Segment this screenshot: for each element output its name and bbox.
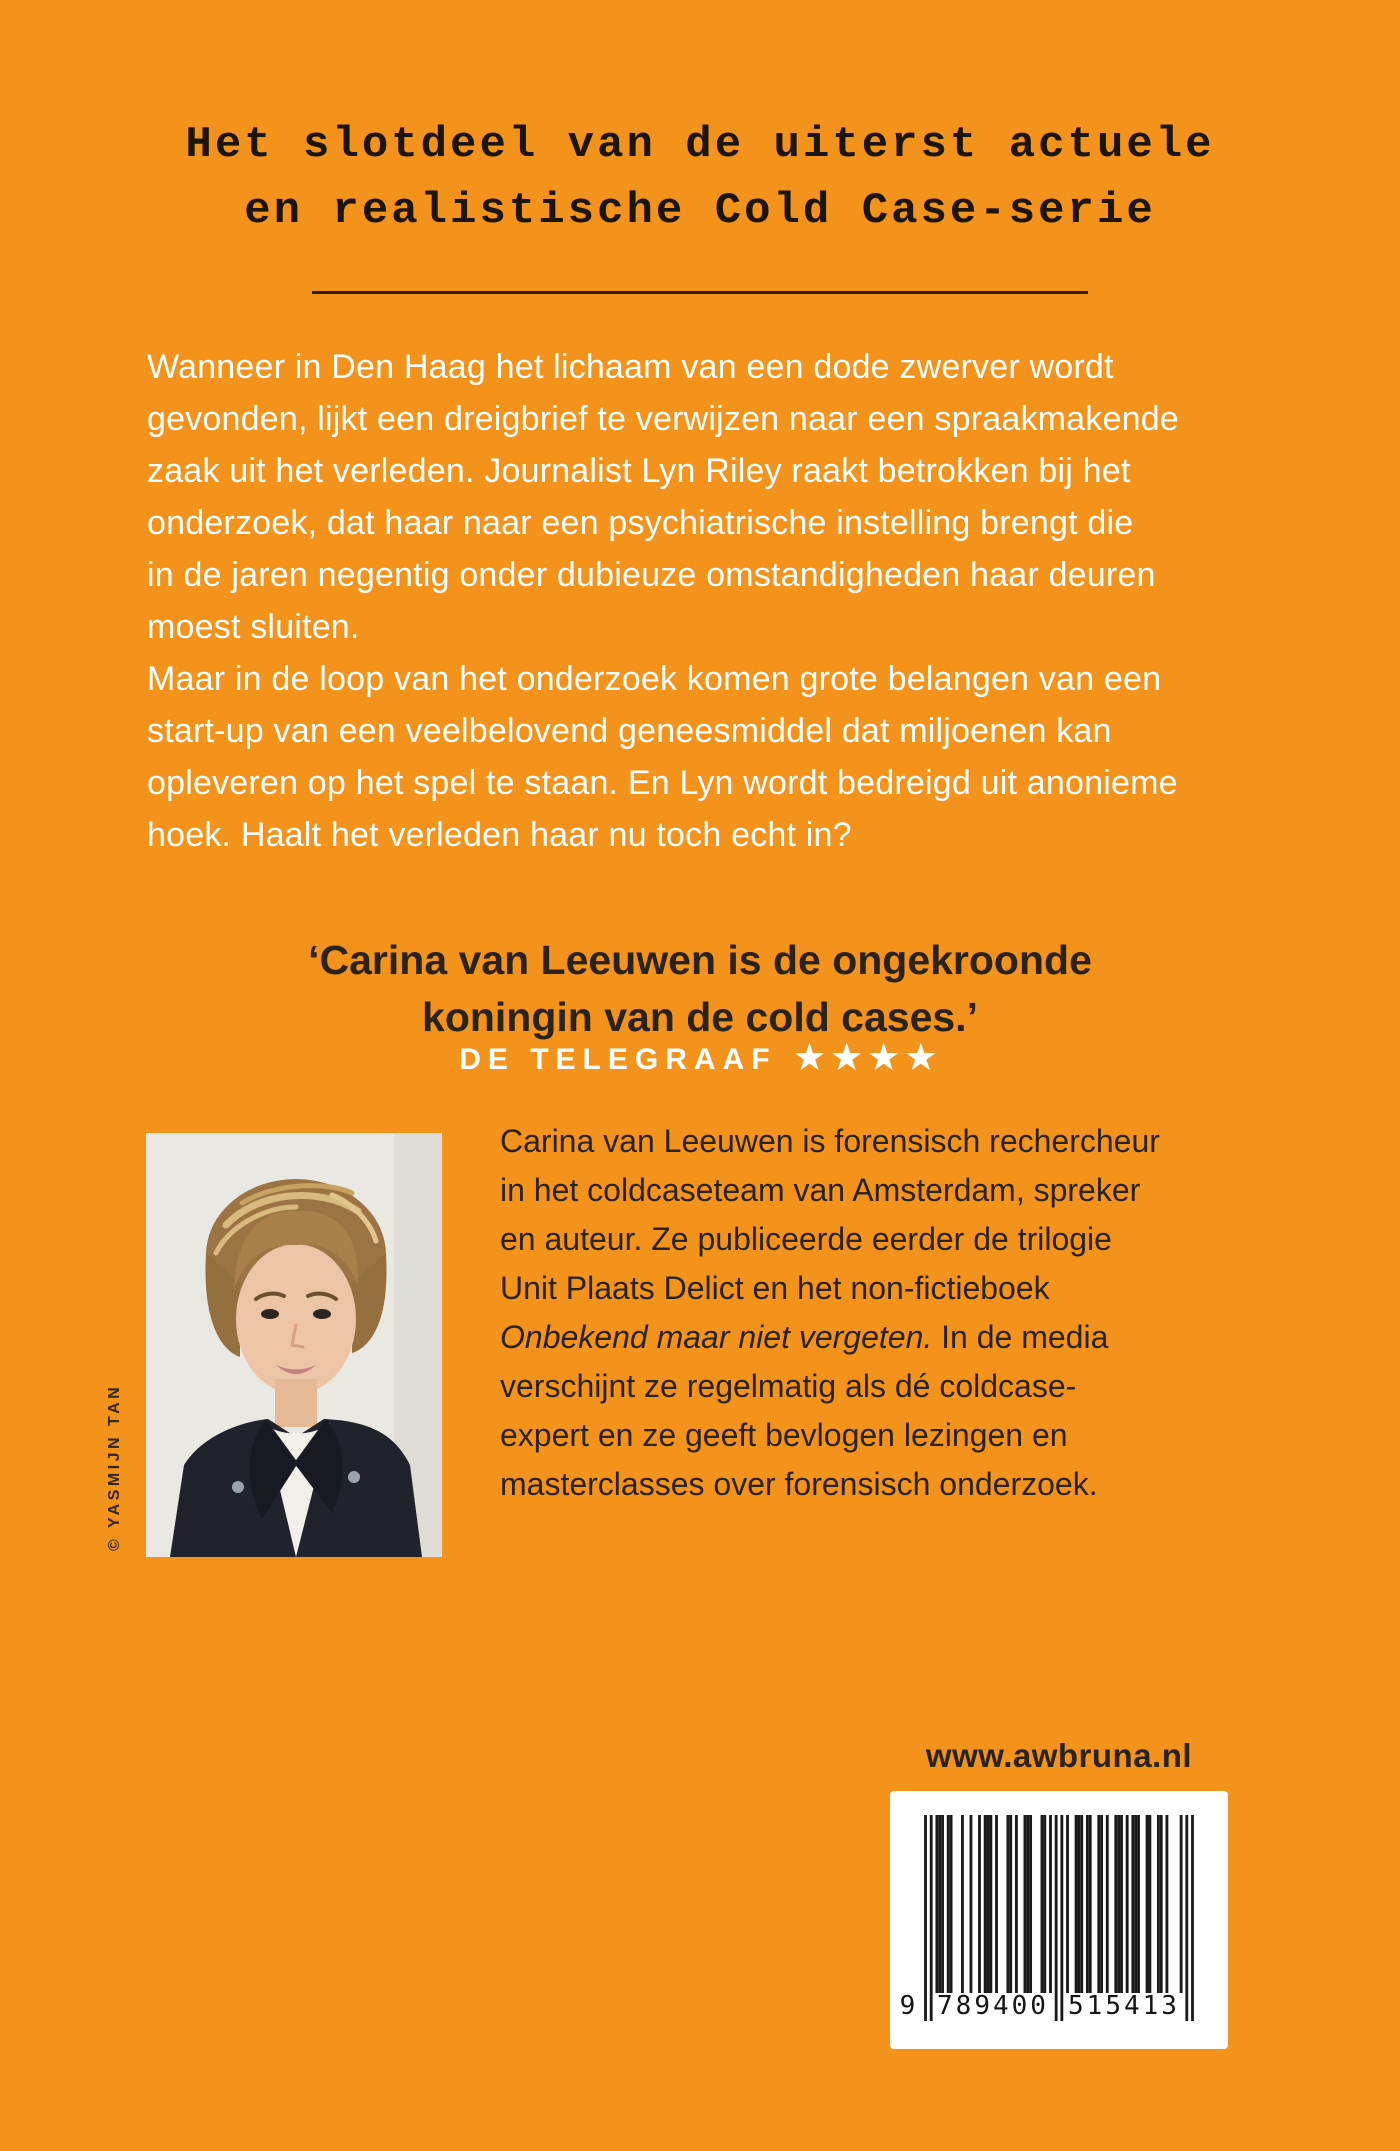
author-photo [146,1133,442,1557]
text-line: en auteur. Ze publiceerde eerder de trilogie [500,1221,1112,1257]
isbn-right-group: 515413 [1068,1991,1180,2021]
barcode-panel [890,1791,1228,2049]
text-line: Het slotdeel van de uiterst actuele [185,120,1215,170]
text-line: Onbekend maar niet vergeten. In de media [500,1319,1109,1355]
text-line: Unit Plaats Delict en het non-fictieboek [500,1270,1050,1306]
star-rating: ★★★★ [792,1037,941,1079]
text-line: en realistische Cold Case-serie [244,186,1156,236]
photo-credit: © YASMIJN TAN [106,1383,123,1551]
series-tagline [0,112,1400,244]
text-line: moest sluiten. [147,608,360,646]
text-line: gevonden, lijkt een dreigbrief te verwijzen naar een spraakmakende [147,400,1179,438]
text-line: expert en ze geeft bevlogen lezingen en [500,1417,1068,1453]
review-source [0,1039,1400,1081]
text-line: Carina van Leeuwen is forensisch rechercheur [500,1123,1160,1159]
text-line: Maar in de loop van het onderzoek komen grote belangen van een [147,660,1162,698]
text-line: onderzoek, dat haar naar een psychiatrische instelling brengt die [147,504,1134,542]
isbn-left-group: 789400 [937,1991,1049,2021]
divider-line [312,291,1088,294]
synopsis-text [147,341,1307,861]
text-line: opleveren op het spel te staan. En Lyn wordt bedreigd uit anonieme [147,764,1178,802]
text-line: hoek. Haalt het verleden haar nu toch echt in? [147,816,852,854]
text-line: start-up van een veelbelovend geneesmiddel dat miljoenen kan [147,712,1112,750]
text-line: Wanneer in Den Haag het lichaam van een dode zwerver wordt [147,348,1114,386]
text-line: verschijnt ze regelmatig als dé coldcase- [500,1368,1077,1404]
author-bio [500,1117,1320,1509]
text-line: zaak uit het verleden. Journalist Lyn Riley raakt betrokken bij het [147,452,1131,490]
text-line: masterclasses over forensisch onderzoek. [500,1466,1098,1502]
text-line: in het coldcaseteam van Amsterdam, spreker [500,1172,1141,1208]
publisher-website: www.awbruna.nl [925,1737,1193,1774]
review-source-name: DE TELEGRAAF [459,1043,777,1076]
review-quote [0,932,1400,1046]
text-line: ‘Carina van Leeuwen is de ongekroonde [308,937,1092,983]
isbn-first-digit: 9 [899,1991,919,2021]
text-line: koningin van de cold cases.’ [422,994,978,1040]
text-line: in de jaren negentig onder dubieuze omstandigheden haar deuren [147,556,1156,594]
isbn-number [890,1991,1228,2027]
author-portrait-illustration [146,1133,442,1557]
